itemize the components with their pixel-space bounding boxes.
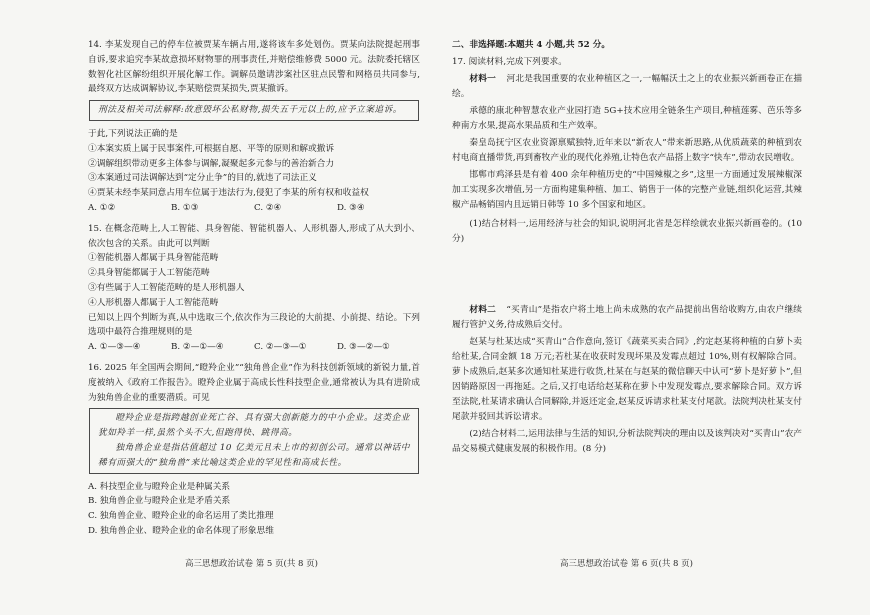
question-15-option-b: B. ②—①—④ [171,342,224,353]
question-15-option-c: C. ②—③—① [254,342,307,353]
page-6-footer: 高三思想政治试卷 第 6 页(共 8 页) [560,559,693,569]
question-14-option-d: D. ③④ [337,202,365,213]
material-2-label: 材料二 [469,305,496,315]
question-14-statement-1: ①本案实质上属于民事案件,可根据自愿、平等的原则和解或撤诉 [88,143,335,154]
question-14-statement-4: ④贾某未经李某同意占用车位属于违法行为,侵犯了李某的所有权和收益权 [88,188,369,199]
question-14-stem: 14. 李某发现自己的停车位被贾某车辆占用,遂将该车多处划伤。贾某向法院提起刑事自诉,要求追究李某故意损坏财物罪的刑事责任,并赔偿维修费 5000 元。法院委托辖区数智化社区解纷组织开展化解工作。调解员邀请涉案社区驻点民警和网格员共同参与,最终双方达成调解协议,李某赔偿贾某损失,贾某撤诉。 [88,40,420,95]
question-15-option-d: D. ③—②—① [337,342,390,353]
question-17-part-2: (2)结合材料二,运用法律与生活的知识,分析法院判决的理由以及该判决对“买青山”农产品交易模式健康发展的积极作用。(8 分) [452,429,802,454]
exam-page-6 [435,0,870,615]
question-16-option-d: D. 独角兽企业、瞪羚企业的命名体现了形象思维 [88,525,274,536]
question-15-option-a: A. ①—③—④ [88,342,141,353]
material-1-paragraph-handan: 邯郸市鸡泽县是有着 400 余年种植历史的“中国辣椒之乡”,这里一方面通过发展辣椒深加工实现多次增值,另一方面构建集种植、加工、销售于一体的完整产业链,组织化运营,其辣椒产品畅销国内且远销日韩等 10 多个国家和地区。 [452,170,802,210]
question-15-statement-3: ③有些属于人工智能范畴的是人形机器人 [88,282,245,293]
page-5-content [88,38,420,545]
page-5-footer: 高三思想政治试卷 第 5 页(共 8 页) [185,559,318,569]
question-15-statement-4: ④人形机器人都属于人工智能范畴 [88,297,219,308]
material-1-intro [452,72,802,102]
question-16-unicorn-definition: 独角兽企业是指估值超过 10 亿美元且未上市的初创公司。通常以神话中稀有而强大的“独角兽”来比喻这类企业的罕见性和高成长性。 [98,442,410,468]
question-15-statement-2: ②具身智能都属于人工智能范畴 [88,268,210,279]
question-14-law-note: 刑法及相关司法解释:故意毁坏公私财物,损失五千元以上的,应予立案追诉。 [98,105,402,116]
question-16-option-a: A. 科技型企业与瞪羚企业是种属关系 [88,481,231,492]
question-15-options [88,340,420,355]
question-14-option-a: A. ①② [88,202,116,213]
question-16-option-b: B. 独角兽企业与瞪羚企业是矛盾关系 [88,496,231,507]
question-17-part-1: (1)结合材料一,运用经济与社会的知识,说明河北省是怎样绘就农业振兴新画卷的。(10 分) [452,219,802,244]
question-17-intro: 17. 阅读材料,完成下列要求。 [452,57,567,67]
question-14 [88,38,420,216]
question-16-gazelle-definition: 瞪羚企业是指跨越创业死亡谷、具有强大创新能力的中小企业。这类企业犹如羚羊一样,虽然个头不大,但跑得快、跳得高。 [98,413,410,439]
section-heading: 二、非选择题:本题共 4 小题,共 52 分。 [452,40,611,50]
question-14-statement-3: ③本案通过司法调解达到“定分止争”的目的,就违了司法正义 [88,173,317,184]
question-15-prompt: 已知以上四个判断为真,从中选取三个,依次作为三段论的大前提、小前提、结论。下列选项中最符合推理规则的是 [88,312,420,338]
page-6-content [452,38,802,457]
material-2-paragraph-case: 赵某与杜某达成“买青山”合作意向,签订《蔬菜买卖合同》,约定赵某将种植的白萝卜卖给杜某,合同金额 18 万元;若杜某在收获时发现坏果及发霉点超过 10%,则有权解除合同。萝卜成熟后,赵某多次通知杜某进行收货,杜某在与赵某的微信聊天中认可“萝卜是好萝卜”,但因销路原因一再拖延。之后,又打电话给赵某称在萝卜中发现发霉点,要求解除合同。双方诉至法院,杜某请求确认合同解除,并返还定金,赵某反诉请求杜某支付尾款。法院判决杜某支付尾款并驳回其诉讼请求。 [452,337,802,422]
question-15-stem: 15. 在概念范畴上,人工智能、具身智能、智能机器人、人形机器人,形成了从大到小、依次包含的关系。由此可以判断 [88,223,420,249]
question-15 [88,222,420,355]
material-1-label: 材料一 [469,74,497,84]
question-16-definition-box [89,408,419,473]
question-14-option-c: C. ②④ [254,202,282,213]
material-2-intro [452,303,802,333]
question-16-stem: 16. 2025 年全国两会期间,“瞪羚企业”“独角兽企业”作为科技创新领域的新锐力量,首度被纳入《政府工作报告》。瞪羚企业属于高成长性科技型企业,通常被认为具有进阶成为独角兽企业的重要潜质。可见 [88,362,420,403]
question-14-law-note-box [89,100,419,121]
question-14-option-b: B. ①③ [171,202,199,213]
material-2-text: “买青山”是指农户将土地上尚未成熟的农产品提前出售给收购方,由农户继续履行管护义务,待成熟后交付。 [452,305,802,330]
question-15-statement-1: ①智能机器人都属于具身智能范畴 [88,253,219,264]
question-14-statement-2: ②调解组织带动更多主体参与调解,凝聚起多元参与的善治新合力 [88,158,335,169]
question-16-option-c: C. 独角兽企业、瞪羚企业的命名运用了类比推理 [88,511,274,522]
question-14-options [88,201,420,216]
question-14-prompt: 于此,下列说法正确的是 [88,128,178,139]
material-1-paragraph-chengde: 承德的康北种智慧农业产业园打造 5G+技术应用全链条生产项目,种植莲雾、芭乐等多种南方水果,提高水果品质和生产效率。 [452,106,802,131]
material-1-text: 河北是我国重要的农业种植区之一,一幅幅沃土之上的农业振兴新画卷正在描绘。 [452,74,803,99]
material-1-paragraph-qinhuangdao: 秦皇岛抚宁区农业资源禀赋独特,近年来以“新农人”带来新思路,从优质蔬菜的种植到农村电商直播带货,再到畜牧产业的现代化养殖,让特色农产品搭上数字“快车”,带动农民增收。 [452,138,802,163]
question-16 [88,361,420,539]
